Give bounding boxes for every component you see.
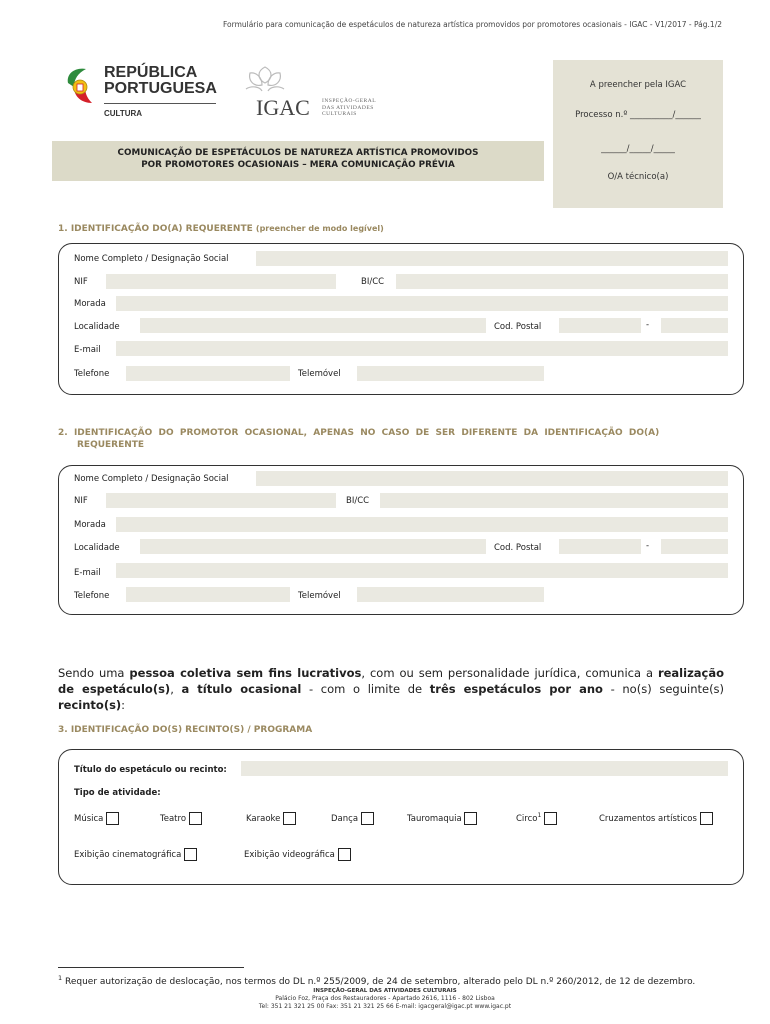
s2-nome-input[interactable]: [256, 471, 728, 486]
s1-telemovel-label: Telemóvel: [298, 369, 341, 379]
igac-sub-line1: INSPEÇÃO-GERAL: [322, 98, 377, 104]
s1-bicc-label: BI/CC: [361, 277, 385, 287]
checkbox-tauromaquia[interactable]: [464, 812, 477, 825]
s2-email-input[interactable]: [116, 563, 728, 578]
s3-titulo-input[interactable]: [241, 761, 728, 776]
tecnico-label: O/A técnico(a): [607, 172, 669, 182]
s2-codpostal-input[interactable]: [559, 539, 641, 554]
s2-nif-input[interactable]: [106, 493, 336, 508]
s1-nome-input[interactable]: [256, 251, 728, 266]
s1-bicc-input[interactable]: [396, 274, 728, 289]
republica-line1: REPÚBLICA: [104, 64, 198, 81]
s2-telefone-label: Telefone: [74, 591, 110, 601]
s2-localidade-label: Localidade: [74, 543, 120, 553]
checkbox-teatro[interactable]: [189, 812, 202, 825]
s2-morada-label: Morada: [74, 520, 106, 530]
section1-subtitle: (preencher de modo legível): [255, 224, 384, 233]
s2-localidade-input[interactable]: [140, 539, 486, 554]
circo-footnote-ref: 1: [537, 812, 542, 820]
section3-title: 3. IDENTIFICAÇÃO DO(S) RECINTO(S) / PROGRAMA: [58, 725, 313, 735]
s1-codpostal-dash: -: [646, 320, 650, 330]
igac-wordmark: IGAC: [256, 95, 310, 120]
s1-codpostal-suffix-input[interactable]: [661, 318, 728, 333]
form-title-line1: COMUNICAÇÃO DE ESPETÁCULOS DE NATUREZA ARTÍSTICA PROMOVIDOS: [117, 148, 479, 158]
republica-portuguesa-logo: [64, 63, 219, 123]
s1-morada-label: Morada: [74, 299, 106, 309]
checkbox-cruzamentos[interactable]: [700, 812, 713, 825]
checkbox-exibicao-cinematografica[interactable]: [184, 848, 197, 861]
checkbox-exibicao-videografica[interactable]: [338, 848, 351, 861]
s1-telefone-input[interactable]: [126, 366, 290, 381]
processo-number-field[interactable]: Processo n.º __________/______: [575, 110, 701, 120]
form-title-line2: POR PROMOTORES OCASIONAIS – MERA COMUNICAÇÃO PRÉVIA: [141, 160, 455, 170]
page-header-text: Formulário para comunicação de espetáculos de natureza artística promovidos por promotores ocasionais - IGAC - V1/2017 - Pág.1/2: [222, 20, 722, 29]
option-musica[interactable]: Música: [74, 812, 119, 825]
footer-address: Palácio Foz, Praça dos Restauradores - Apartado 2616, 1116 - 802 Lisboa: [275, 995, 495, 1002]
s2-codpostal-suffix-input[interactable]: [661, 539, 728, 554]
checkbox-circo[interactable]: [544, 812, 557, 825]
s2-codpostal-label: Cod. Postal: [494, 543, 542, 553]
coat-of-arms-icon: [64, 65, 96, 107]
option-danca[interactable]: Dança: [331, 812, 374, 825]
s1-telemovel-input[interactable]: [357, 366, 544, 381]
option-teatro[interactable]: Teatro: [160, 812, 202, 825]
footer-org: INSPEÇÃO-GERAL DAS ATIVIDADES CULTURAIS: [313, 988, 457, 994]
s2-nif-label: NIF: [74, 496, 88, 506]
s1-nome-label: Nome Completo / Designação Social: [74, 254, 229, 264]
footnote: $^1$ Requer autorização de deslocação, nos termos do DL n.º 255/2009, de 24 de setembro, alterado pelo DL n.º 260/2012, de 12 de dezembro.: [58, 974, 696, 987]
option-cruzamentos[interactable]: Cruzamentos artísticos: [599, 812, 713, 825]
s1-codpostal-label: Cod. Postal: [494, 322, 542, 332]
s2-email-label: E-mail: [74, 568, 101, 578]
declaration-paragraph: Sendo uma pessoa coletiva sem fins lucrativos, com ou sem personalidade jurídica, comunica a realização de espetáculo(s), a título ocasional - com o limite de três espetáculos por ano - no(s) seguinte(s) recinto(s):: [58, 666, 725, 712]
s1-email-input[interactable]: [116, 341, 728, 356]
igac-sub-line3: CULTURAIS: [322, 111, 357, 117]
s2-morada-input[interactable]: [116, 517, 728, 532]
s2-nome-label: Nome Completo / Designação Social: [74, 474, 229, 484]
igac-logo: [240, 63, 380, 123]
checkbox-karaoke[interactable]: [283, 812, 296, 825]
s1-localidade-label: Localidade: [74, 322, 120, 332]
footnote-divider: [58, 967, 244, 968]
s2-telemovel-label: Telemóvel: [298, 591, 341, 601]
option-exibicao-videografica[interactable]: Exibição videográfica: [244, 848, 351, 861]
s1-telefone-label: Telefone: [74, 369, 110, 379]
s3-titulo-label: Título do espetáculo ou recinto:: [74, 765, 227, 775]
s1-localidade-input[interactable]: [140, 318, 486, 333]
form-title: [52, 141, 544, 181]
option-karaoke[interactable]: Karaoke: [246, 812, 296, 825]
s1-email-label: E-mail: [74, 345, 101, 355]
s2-codpostal-dash: -: [646, 541, 650, 551]
s1-nif-label: NIF: [74, 277, 88, 287]
s2-telefone-input[interactable]: [126, 587, 290, 602]
s2-telemovel-input[interactable]: [357, 587, 544, 602]
option-circo[interactable]: Circo$^1$: [516, 812, 557, 825]
s3-tipo-label: Tipo de atividade:: [74, 788, 161, 798]
s1-nif-input[interactable]: [106, 274, 336, 289]
section2-title-line2: REQUERENTE: [77, 440, 145, 450]
s1-codpostal-input[interactable]: [559, 318, 641, 333]
office-use-title: A preencher pela IGAC: [589, 80, 687, 90]
option-exibicao-cinematografica[interactable]: Exibição cinematográfica: [74, 848, 197, 861]
s1-morada-input[interactable]: [116, 296, 728, 311]
s2-bicc-input[interactable]: [380, 493, 728, 508]
checkbox-danca[interactable]: [361, 812, 374, 825]
igac-office-use-box: [553, 60, 723, 208]
date-field[interactable]: ______/_____/_____: [601, 144, 675, 154]
igac-sub-line2: DAS ATIVIDADES: [322, 104, 374, 111]
republica-line2: PORTUGUESA: [104, 80, 217, 97]
section1-title: 1. IDENTIFICAÇÃO DO(A) REQUERENTE (preencher de modo legível): [58, 224, 384, 234]
section2-title: [58, 428, 758, 450]
cultura-label: CULTURA: [104, 109, 143, 118]
section2-title-line1: 2. IDENTIFICAÇÃO DO PROMOTOR OCASIONAL, APENAS NO CASO DE SER DIFERENTE DA IDENTIFICAÇÃO DO(A): [58, 428, 660, 438]
checkbox-musica[interactable]: [106, 812, 119, 825]
option-tauromaquia[interactable]: Tauromaquia: [407, 812, 477, 825]
s2-bicc-label: BI/CC: [346, 496, 370, 506]
footer-contacts: Tel: 351 21 321 25 00 Fax: 351 21 321 25 66 E-mail: igacgeral@igac.pt www.igac.pt: [258, 1003, 512, 1010]
